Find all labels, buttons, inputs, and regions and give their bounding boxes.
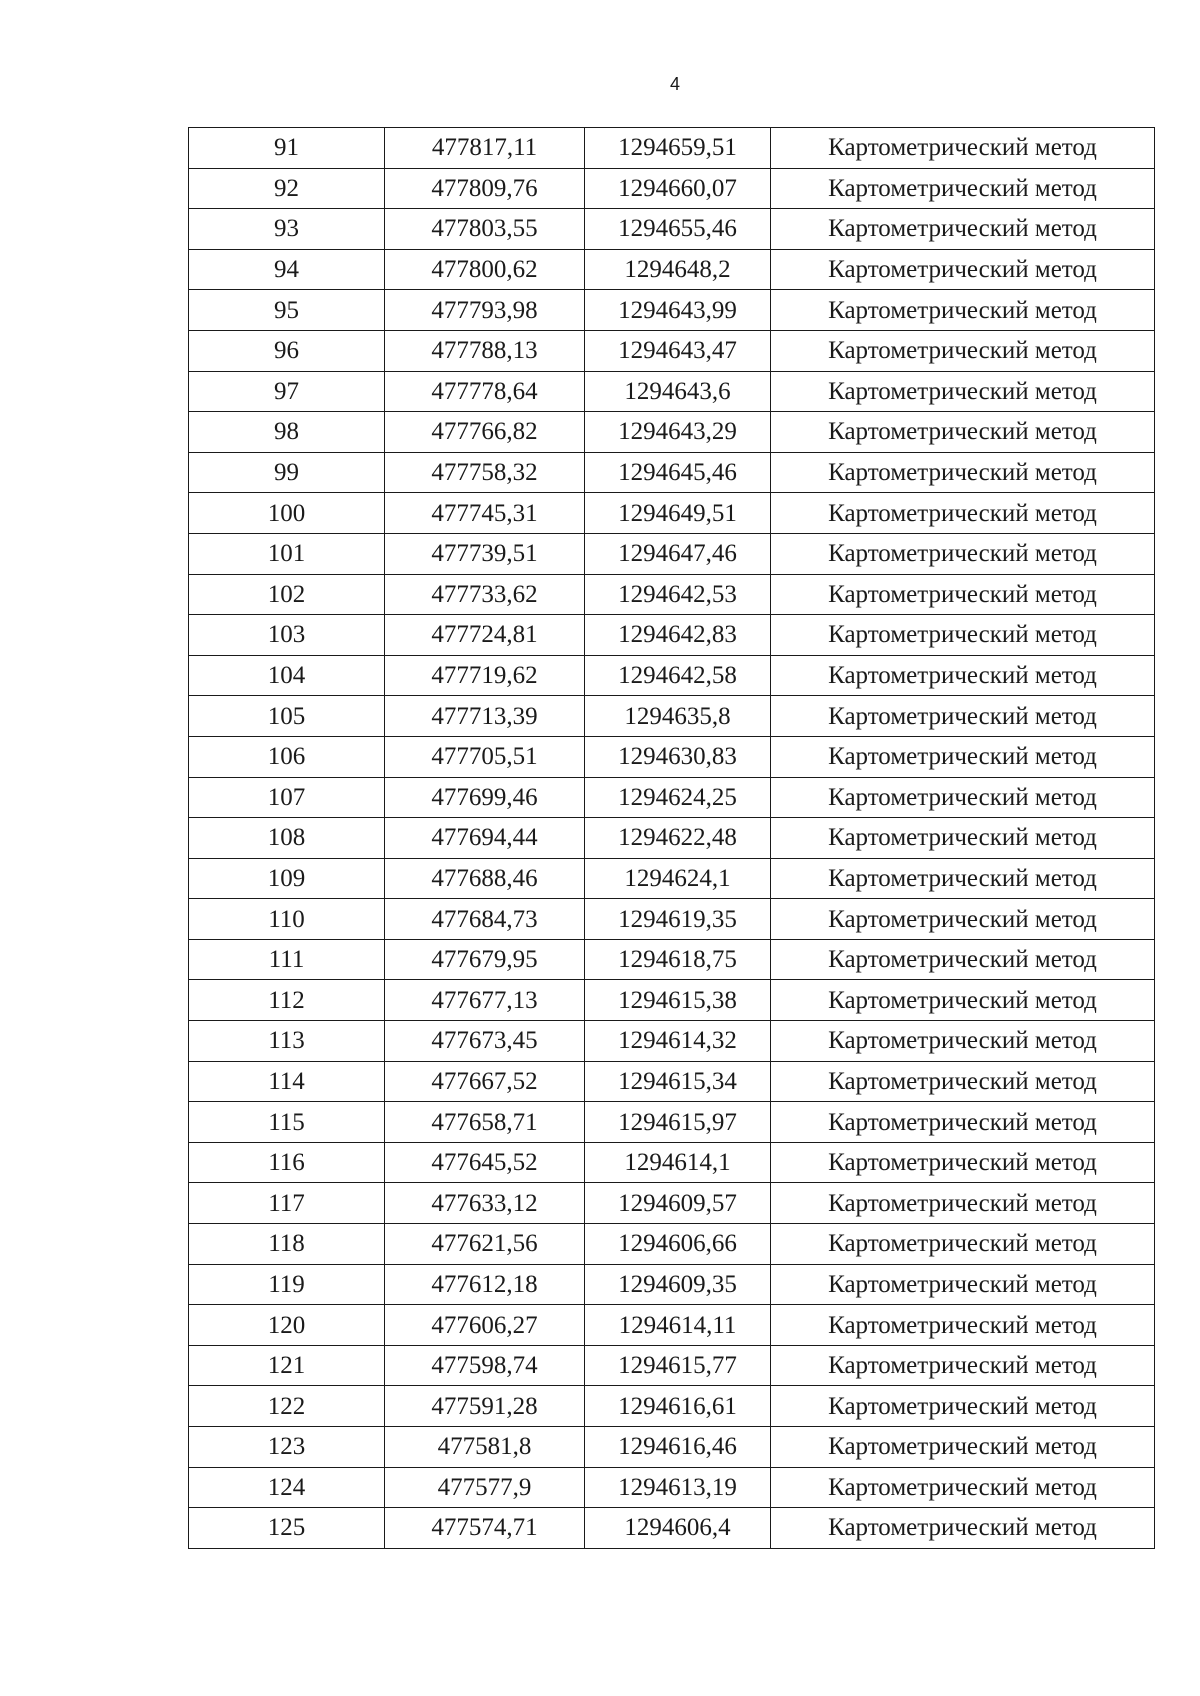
point-number-cell: 109 (189, 858, 385, 899)
method-cell: Картометрический метод (771, 899, 1155, 940)
x-coordinate-cell: 477684,73 (385, 899, 585, 940)
method-cell: Картометрический метод (771, 1345, 1155, 1386)
table-row (189, 655, 1155, 696)
point-number-cell: 118 (189, 1224, 385, 1265)
point-number-cell: 122 (189, 1386, 385, 1427)
table-row (189, 1183, 1155, 1224)
point-number-cell: 111 (189, 939, 385, 980)
table-row (189, 1467, 1155, 1508)
x-coordinate-cell: 477778,64 (385, 371, 585, 412)
x-coordinate-cell: 477705,51 (385, 736, 585, 777)
method-cell: Картометрический метод (771, 1142, 1155, 1183)
table-row (189, 412, 1155, 453)
x-coordinate-cell: 477745,31 (385, 493, 585, 534)
point-number-cell: 115 (189, 1102, 385, 1143)
table-row (189, 128, 1155, 169)
method-cell: Картометрический метод (771, 939, 1155, 980)
y-coordinate-cell: 1294618,75 (585, 939, 771, 980)
method-cell: Картометрический метод (771, 1264, 1155, 1305)
point-number-cell: 94 (189, 249, 385, 290)
point-number-cell: 107 (189, 777, 385, 818)
method-cell: Картометрический метод (771, 696, 1155, 737)
y-coordinate-cell: 1294643,29 (585, 412, 771, 453)
x-coordinate-cell: 477713,39 (385, 696, 585, 737)
method-cell: Картометрический метод (771, 1061, 1155, 1102)
coordinates-table (188, 127, 1155, 1549)
point-number-cell: 124 (189, 1467, 385, 1508)
x-coordinate-cell: 477577,9 (385, 1467, 585, 1508)
table-row (189, 1264, 1155, 1305)
y-coordinate-cell: 1294609,57 (585, 1183, 771, 1224)
table-row (189, 209, 1155, 250)
point-number-cell: 105 (189, 696, 385, 737)
x-coordinate-cell: 477621,56 (385, 1224, 585, 1265)
method-cell: Картометрический метод (771, 1508, 1155, 1549)
point-number-cell: 121 (189, 1345, 385, 1386)
x-coordinate-cell: 477591,28 (385, 1386, 585, 1427)
x-coordinate-cell: 477581,8 (385, 1427, 585, 1468)
x-coordinate-cell: 477733,62 (385, 574, 585, 615)
point-number-cell: 116 (189, 1142, 385, 1183)
table-row (189, 1345, 1155, 1386)
x-coordinate-cell: 477612,18 (385, 1264, 585, 1305)
table-row (189, 452, 1155, 493)
y-coordinate-cell: 1294647,46 (585, 533, 771, 574)
table-row (189, 168, 1155, 209)
x-coordinate-cell: 477793,98 (385, 290, 585, 331)
x-coordinate-cell: 477673,45 (385, 1021, 585, 1062)
y-coordinate-cell: 1294624,25 (585, 777, 771, 818)
x-coordinate-cell: 477633,12 (385, 1183, 585, 1224)
method-cell: Картометрический метод (771, 249, 1155, 290)
y-coordinate-cell: 1294642,58 (585, 655, 771, 696)
x-coordinate-cell: 477645,52 (385, 1142, 585, 1183)
method-cell: Картометрический метод (771, 371, 1155, 412)
table-row (189, 1386, 1155, 1427)
table-row (189, 1427, 1155, 1468)
x-coordinate-cell: 477809,76 (385, 168, 585, 209)
y-coordinate-cell: 1294648,2 (585, 249, 771, 290)
method-cell: Картометрический метод (771, 1183, 1155, 1224)
x-coordinate-cell: 477658,71 (385, 1102, 585, 1143)
y-coordinate-cell: 1294643,47 (585, 330, 771, 371)
point-number-cell: 119 (189, 1264, 385, 1305)
x-coordinate-cell: 477766,82 (385, 412, 585, 453)
point-number-cell: 101 (189, 533, 385, 574)
point-number-cell: 113 (189, 1021, 385, 1062)
x-coordinate-cell: 477817,11 (385, 128, 585, 169)
method-cell: Картометрический метод (771, 1386, 1155, 1427)
y-coordinate-cell: 1294615,97 (585, 1102, 771, 1143)
point-number-cell: 112 (189, 980, 385, 1021)
table-row (189, 533, 1155, 574)
table-row (189, 493, 1155, 534)
y-coordinate-cell: 1294649,51 (585, 493, 771, 534)
y-coordinate-cell: 1294609,35 (585, 1264, 771, 1305)
point-number-cell: 98 (189, 412, 385, 453)
point-number-cell: 123 (189, 1427, 385, 1468)
point-number-cell: 117 (189, 1183, 385, 1224)
point-number-cell: 103 (189, 615, 385, 656)
point-number-cell: 91 (189, 128, 385, 169)
y-coordinate-cell: 1294615,38 (585, 980, 771, 1021)
point-number-cell: 106 (189, 736, 385, 777)
point-number-cell: 95 (189, 290, 385, 331)
point-number-cell: 97 (189, 371, 385, 412)
x-coordinate-cell: 477800,62 (385, 249, 585, 290)
table-row (189, 1142, 1155, 1183)
method-cell: Картометрический метод (771, 209, 1155, 250)
x-coordinate-cell: 477688,46 (385, 858, 585, 899)
table-row (189, 1021, 1155, 1062)
method-cell: Картометрический метод (771, 858, 1155, 899)
y-coordinate-cell: 1294616,46 (585, 1427, 771, 1468)
x-coordinate-cell: 477667,52 (385, 1061, 585, 1102)
y-coordinate-cell: 1294613,19 (585, 1467, 771, 1508)
method-cell: Картометрический метод (771, 1102, 1155, 1143)
method-cell: Картометрический метод (771, 493, 1155, 534)
x-coordinate-cell: 477803,55 (385, 209, 585, 250)
table-row (189, 290, 1155, 331)
table-row (189, 899, 1155, 940)
x-coordinate-cell: 477739,51 (385, 533, 585, 574)
point-number-cell: 96 (189, 330, 385, 371)
y-coordinate-cell: 1294614,1 (585, 1142, 771, 1183)
table-row (189, 615, 1155, 656)
table-row (189, 818, 1155, 859)
y-coordinate-cell: 1294606,66 (585, 1224, 771, 1265)
page-number: 4 (669, 74, 680, 94)
y-coordinate-cell: 1294630,83 (585, 736, 771, 777)
y-coordinate-cell: 1294616,61 (585, 1386, 771, 1427)
table-row (189, 939, 1155, 980)
method-cell: Картометрический метод (771, 290, 1155, 331)
y-coordinate-cell: 1294659,51 (585, 128, 771, 169)
x-coordinate-cell: 477606,27 (385, 1305, 585, 1346)
table-row (189, 330, 1155, 371)
point-number-cell: 100 (189, 493, 385, 534)
table-row (189, 1102, 1155, 1143)
table-row (189, 249, 1155, 290)
method-cell: Картометрический метод (771, 574, 1155, 615)
method-cell: Картометрический метод (771, 412, 1155, 453)
method-cell: Картометрический метод (771, 533, 1155, 574)
point-number-cell: 92 (189, 168, 385, 209)
y-coordinate-cell: 1294643,99 (585, 290, 771, 331)
x-coordinate-cell: 477788,13 (385, 330, 585, 371)
x-coordinate-cell: 477694,44 (385, 818, 585, 859)
table-row (189, 1305, 1155, 1346)
y-coordinate-cell: 1294619,35 (585, 899, 771, 940)
y-coordinate-cell: 1294606,4 (585, 1508, 771, 1549)
table-row (189, 696, 1155, 737)
table-row (189, 371, 1155, 412)
y-coordinate-cell: 1294622,48 (585, 818, 771, 859)
y-coordinate-cell: 1294635,8 (585, 696, 771, 737)
method-cell: Картометрический метод (771, 777, 1155, 818)
table-row (189, 736, 1155, 777)
method-cell: Картометрический метод (771, 818, 1155, 859)
point-number-cell: 108 (189, 818, 385, 859)
point-number-cell: 114 (189, 1061, 385, 1102)
method-cell: Картометрический метод (771, 1427, 1155, 1468)
x-coordinate-cell: 477758,32 (385, 452, 585, 493)
method-cell: Картометрический метод (771, 736, 1155, 777)
method-cell: Картометрический метод (771, 655, 1155, 696)
x-coordinate-cell: 477719,62 (385, 655, 585, 696)
y-coordinate-cell: 1294655,46 (585, 209, 771, 250)
coordinates-table-body (189, 128, 1155, 1549)
y-coordinate-cell: 1294624,1 (585, 858, 771, 899)
table-row (189, 1508, 1155, 1549)
point-number-cell: 93 (189, 209, 385, 250)
method-cell: Картометрический метод (771, 168, 1155, 209)
y-coordinate-cell: 1294614,32 (585, 1021, 771, 1062)
point-number-cell: 110 (189, 899, 385, 940)
table-row (189, 1061, 1155, 1102)
x-coordinate-cell: 477679,95 (385, 939, 585, 980)
table-row (189, 980, 1155, 1021)
y-coordinate-cell: 1294642,83 (585, 615, 771, 656)
x-coordinate-cell: 477724,81 (385, 615, 585, 656)
y-coordinate-cell: 1294642,53 (585, 574, 771, 615)
method-cell: Картометрический метод (771, 1224, 1155, 1265)
method-cell: Картометрический метод (771, 1305, 1155, 1346)
table-row (189, 777, 1155, 818)
point-number-cell: 104 (189, 655, 385, 696)
y-coordinate-cell: 1294614,11 (585, 1305, 771, 1346)
x-coordinate-cell: 477677,13 (385, 980, 585, 1021)
method-cell: Картометрический метод (771, 1021, 1155, 1062)
method-cell: Картометрический метод (771, 615, 1155, 656)
y-coordinate-cell: 1294615,77 (585, 1345, 771, 1386)
table-row (189, 1224, 1155, 1265)
method-cell: Картометрический метод (771, 980, 1155, 1021)
method-cell: Картометрический метод (771, 452, 1155, 493)
table-row (189, 858, 1155, 899)
y-coordinate-cell: 1294645,46 (585, 452, 771, 493)
point-number-cell: 99 (189, 452, 385, 493)
method-cell: Картометрический метод (771, 128, 1155, 169)
point-number-cell: 125 (189, 1508, 385, 1549)
y-coordinate-cell: 1294615,34 (585, 1061, 771, 1102)
y-coordinate-cell: 1294660,07 (585, 168, 771, 209)
method-cell: Картометрический метод (771, 330, 1155, 371)
method-cell: Картометрический метод (771, 1467, 1155, 1508)
point-number-cell: 102 (189, 574, 385, 615)
x-coordinate-cell: 477699,46 (385, 777, 585, 818)
table-row (189, 574, 1155, 615)
point-number-cell: 120 (189, 1305, 385, 1346)
y-coordinate-cell: 1294643,6 (585, 371, 771, 412)
x-coordinate-cell: 477574,71 (385, 1508, 585, 1549)
x-coordinate-cell: 477598,74 (385, 1345, 585, 1386)
